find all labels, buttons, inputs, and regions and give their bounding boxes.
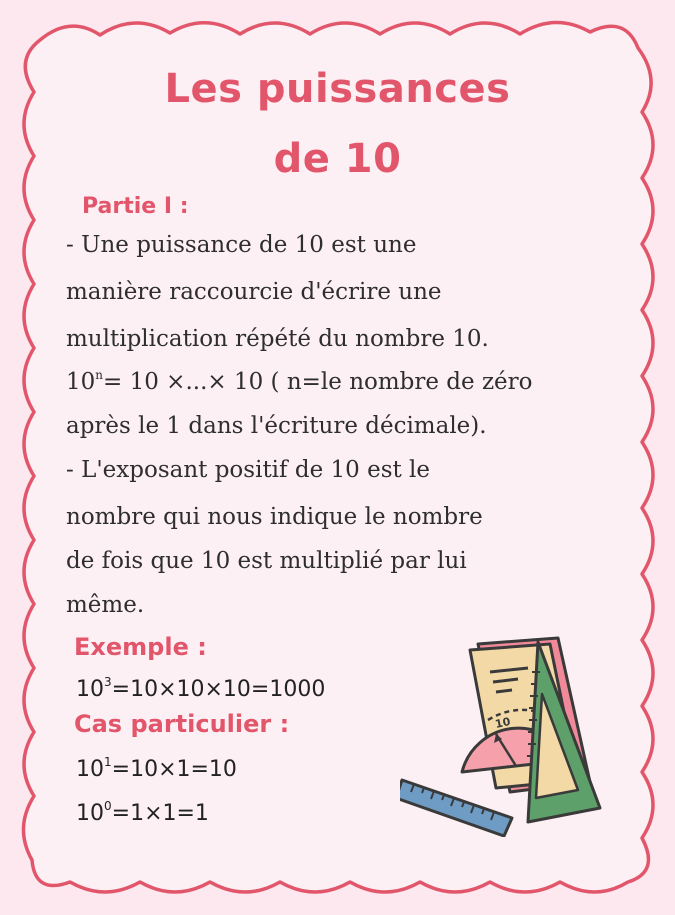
special-case-2-base: 10 bbox=[76, 801, 104, 826]
special-case-1-exponent: 1 bbox=[104, 755, 112, 769]
definition-line-7: nombre qui nous indique le nombre bbox=[66, 504, 483, 530]
example-rest: =10×10×10=1000 bbox=[111, 677, 326, 702]
special-case-2-exponent: 0 bbox=[104, 799, 112, 813]
example-base: 10 bbox=[76, 677, 104, 702]
definition-formula-line bbox=[66, 368, 533, 395]
special-case-heading: Cas particulier : bbox=[74, 710, 290, 738]
definition-line-1: - Une puissance de 10 est une bbox=[66, 232, 417, 258]
geometry-tools-icon bbox=[400, 632, 605, 837]
definition-line-9: même. bbox=[66, 592, 145, 618]
formula-base: 10 bbox=[66, 369, 96, 395]
special-case-1-base: 10 bbox=[76, 757, 104, 782]
example-exponent: 3 bbox=[104, 675, 112, 689]
page-title-line-1: Les puissances bbox=[164, 66, 511, 112]
definition-line-8: de fois que 10 est multiplié par lui bbox=[66, 548, 467, 574]
example-formula bbox=[76, 675, 325, 702]
special-case-2 bbox=[76, 799, 209, 826]
formula-rest: = 10 ×...× 10 ( n=le nombre de zéro bbox=[103, 369, 533, 395]
ruler-label: 10 bbox=[493, 715, 512, 731]
special-case-1 bbox=[76, 755, 237, 782]
definition-line-3: multiplication répété du nombre 10. bbox=[66, 326, 489, 352]
section-heading-partie-1: Partie I : bbox=[82, 194, 189, 219]
definition-line-5: après le 1 dans l'écriture décimale). bbox=[66, 413, 487, 439]
definition-line-2: manière raccourcie d'écrire une bbox=[66, 279, 442, 305]
definition-line-6: - L'exposant positif de 10 est le bbox=[66, 457, 431, 483]
formula-exponent: n bbox=[95, 368, 104, 382]
page-title-line-2: de 10 bbox=[273, 136, 402, 182]
special-case-1-rest: =10×1=10 bbox=[111, 757, 237, 782]
special-case-2-rest: =1×1=1 bbox=[111, 801, 209, 826]
example-heading: Exemple : bbox=[74, 633, 207, 661]
